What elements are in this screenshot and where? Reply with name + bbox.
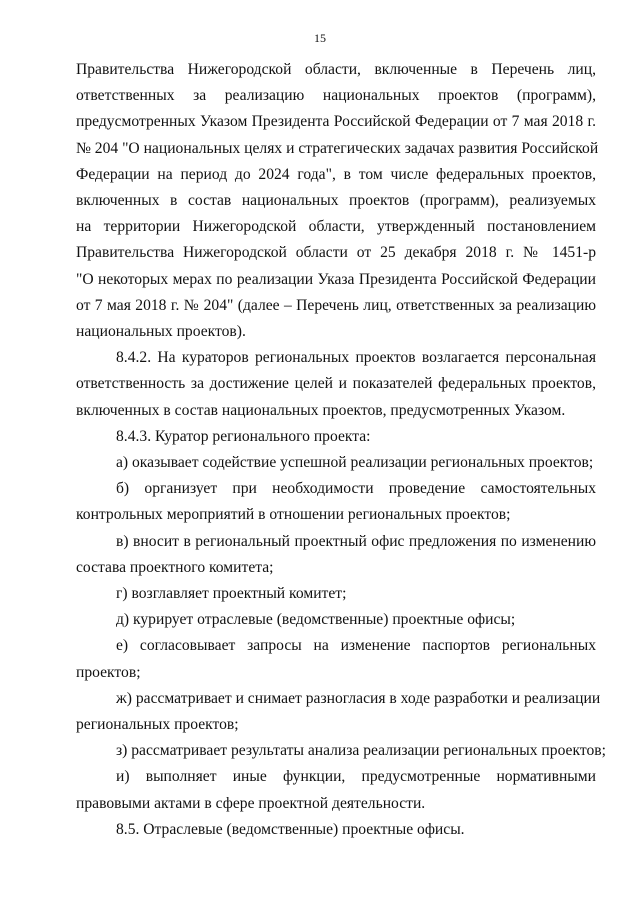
text-line: ответственность за достижение целей и показателей федеральных проектов, — [76, 375, 596, 393]
text-line: Правительства Нижегородской области от 25 декабря 2018 г. № 1451-р — [76, 244, 596, 262]
text-line: ответственных за реализацию национальных проектов (программ), — [76, 87, 596, 105]
text-line: включенных в состав национальных проектов (программ), реализуемых — [76, 192, 596, 210]
text-line: состава проектного комитета; — [76, 558, 274, 576]
list-item-e: е) согласовывает запросы на изменение паспортов региональных — [116, 637, 596, 655]
text-line: предусмотренных Указом Президента Российской Федерации от 7 мая 2018 г. — [76, 113, 596, 131]
text-line: "О некоторых мерах по реализации Указа Президента Российской Федерации — [76, 270, 596, 288]
paragraph-8-4-3-heading: 8.4.3. Куратор регионального проекта: — [116, 427, 371, 445]
text-line: на территории Нижегородской области, утвержденный постановлением — [76, 218, 596, 236]
list-item-zh: ж) рассматривает и снимает разногласия в ходе разработки и реализации — [116, 689, 601, 707]
list-item-a: а) оказывает содействие успешной реализации региональных проектов; — [116, 454, 594, 472]
list-item-i: и) выполняет иные функции, предусмотренные нормативными — [116, 768, 596, 786]
text-line: контрольных мероприятий в отношении региональных проектов; — [76, 506, 511, 524]
list-item-v: в) вносит в региональный проектный офис предложения по изменению — [116, 532, 596, 550]
text-line: Правительства Нижегородской области, включенные в Перечень лиц, — [76, 61, 596, 78]
text-line: № 204 "О национальных целях и стратегических задачах развития Российской — [76, 139, 599, 157]
text-line: включенных в состав национальных проектов, предусмотренных Указом. — [76, 401, 566, 419]
paragraph-8-4-2-start: 8.4.2. На кураторов региональных проектов возлагается персональная — [116, 349, 596, 367]
text-line: региональных проектов; — [76, 716, 239, 734]
list-item-d: д) курирует отраслевые (ведомственные) проектные офисы; — [116, 611, 516, 629]
list-item-z: з) рассматривает результаты анализа реализации региональных проектов; — [116, 742, 606, 760]
list-item-b: б) организует при необходимости проведение самостоятельных — [116, 480, 596, 498]
text-line: проектов; — [76, 663, 141, 681]
list-item-g: г) возглавляет проектный комитет; — [116, 585, 347, 603]
text-line: Федерации на период до 2024 года", в том числе федеральных проектов, — [76, 165, 596, 183]
document-body — [76, 57, 606, 843]
text-line: национальных проектов). — [76, 323, 246, 341]
text-line: правовыми актами в сфере проектной деятельности. — [76, 794, 426, 812]
paragraph-8-5-heading: 8.5. Отраслевые (ведомственные) проектные офисы. — [116, 820, 465, 838]
text-line: от 7 мая 2018 г. № 204" (далее – Перечень лиц, ответственных за реализацию — [76, 296, 596, 314]
page-number: 15 — [314, 31, 326, 45]
